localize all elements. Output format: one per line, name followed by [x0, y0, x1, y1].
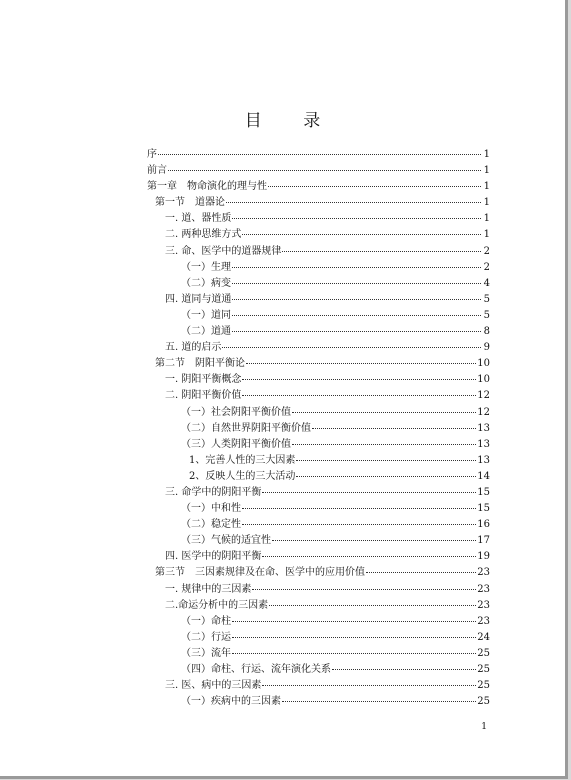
toc-entry-label: 1、完善人性的三大因素 [189, 454, 296, 466]
dot-leader [312, 418, 476, 429]
dot-leader [242, 514, 476, 525]
toc-entry-label: 二. 两种思维方式 [165, 229, 242, 241]
dot-leader [262, 482, 476, 493]
toc-entry-label: 一. 规律中的三因素 [165, 583, 252, 595]
toc-entry-page-number: 12 [477, 390, 490, 402]
toc-entry-label: （一）道同 [181, 309, 231, 321]
dot-leader [232, 257, 481, 268]
toc-entry-page-number: 25 [477, 647, 490, 659]
toc-entry-label: （二）自然世界阴阳平衡价值 [181, 422, 311, 434]
dot-leader [292, 402, 476, 413]
toc-entry-page-number: 25 [477, 696, 490, 708]
toc-entry-page-number: 25 [477, 664, 490, 675]
dot-leader [242, 369, 476, 380]
toc-entry-page-number: 25 [477, 680, 490, 692]
dot-leader [262, 546, 476, 557]
table-of-contents [147, 146, 490, 709]
toc-entry-label: 二. 阴阳平衡价值 [165, 390, 242, 402]
dot-leader [296, 450, 476, 461]
toc-entry-page-number: 2 [483, 261, 490, 273]
toc-entry-page-number: 19 [477, 551, 490, 563]
toc-entry-page-number: 24 [477, 631, 490, 643]
toc-entry[interactable] [147, 693, 490, 709]
dot-leader [269, 595, 476, 606]
dot-leader [232, 305, 481, 316]
toc-entry-page-number: 5 [483, 293, 490, 305]
toc-entry-label: （四）命柱、行运、流年演化关系 [181, 664, 331, 675]
dot-leader [296, 466, 476, 477]
dot-leader [168, 160, 481, 171]
toc-entry-page-number: 1 [483, 229, 490, 241]
toc-entry-label: （三）流年 [181, 647, 231, 659]
page-title: 目 录 [244, 111, 339, 131]
dot-leader [232, 627, 476, 638]
toc-entry-label: （三）气候的适宜性 [181, 535, 271, 547]
toc-entry-page-number: 23 [477, 583, 490, 595]
toc-entry-label: 第一章 物命演化的理与性 [147, 181, 267, 193]
dot-leader [232, 273, 481, 284]
dot-leader [272, 530, 476, 541]
toc-entry-label: （一）命柱 [181, 615, 231, 627]
toc-entry-label: （一）社会阴阳平衡价值 [181, 406, 291, 418]
toc-entry-page-number: 13 [477, 438, 490, 450]
toc-entry-label: 第二节 阴阳平衡论 [155, 358, 245, 370]
dot-leader [232, 611, 476, 622]
toc-entry-label: 三. 医、病中的三因素 [165, 680, 262, 692]
dot-leader [232, 321, 481, 332]
toc-entry-label: 二.命运分析中的三因素 [165, 599, 269, 611]
toc-entry-page-number: 2 [483, 245, 490, 257]
toc-entry-page-number: 10 [477, 358, 490, 370]
toc-entry-label: （二）行运 [181, 631, 231, 643]
toc-entry-label: 前言 [147, 165, 167, 177]
toc-entry-page-number: 23 [477, 567, 490, 579]
toc-entry-label: 序 [147, 149, 157, 160]
toc-entry-label: 五. 道的启示 [165, 342, 222, 354]
toc-entry-page-number: 4 [483, 277, 490, 289]
toc-entry-label: 四. 医学中的阴阳平衡 [165, 551, 262, 563]
toc-entry-label: 三. 命、医学中的道器规律 [165, 245, 282, 257]
toc-entry-label: （二）稳定性 [181, 519, 241, 531]
toc-entry-page-number: 16 [477, 519, 490, 531]
toc-entry-label: 一. 阴阳平衡概念 [165, 374, 242, 386]
toc-entry-page-number: 12 [477, 406, 490, 418]
toc-entry-label: （三）人类阴阳平衡价值 [181, 438, 291, 450]
toc-entry-page-number: 1 [483, 197, 490, 209]
toc-entry-page-number: 1 [483, 165, 490, 177]
dot-leader [226, 192, 481, 203]
dot-leader [232, 289, 481, 300]
toc-entry-page-number: 9 [483, 342, 490, 354]
toc-entry-page-number: 13 [477, 422, 490, 434]
toc-entry-label: 四. 道同与道通 [165, 293, 232, 305]
toc-entry-page-number: 8 [483, 326, 490, 338]
dot-leader [262, 675, 476, 686]
dot-leader [366, 562, 476, 573]
dot-leader [282, 241, 481, 252]
toc-entry-page-number: 23 [477, 599, 490, 611]
toc-entry-label: （二）病变 [181, 277, 231, 289]
dot-leader [242, 385, 476, 396]
dot-leader [282, 691, 476, 702]
toc-entry-label: 第一节 道器论 [155, 197, 225, 209]
toc-entry-page-number: 1 [483, 149, 490, 160]
toc-entry-page-number: 13 [477, 454, 490, 466]
dot-leader [246, 353, 476, 364]
dot-leader [268, 176, 481, 187]
toc-entry-label: 一. 道、器性质 [165, 213, 232, 225]
toc-entry-label: （一）疾病中的三因素 [181, 696, 281, 708]
dot-leader [292, 434, 476, 445]
dot-leader [232, 643, 476, 654]
toc-entry-page-number: 10 [477, 374, 490, 386]
toc-entry-page-number: 1 [483, 181, 490, 193]
dot-leader [242, 224, 481, 235]
toc-entry-label: （一）生理 [181, 261, 231, 273]
toc-entry-page-number: 23 [477, 615, 490, 627]
toc-entry-page-number: 5 [483, 309, 490, 321]
toc-entry-page-number: 1 [483, 213, 490, 225]
toc-entry-label: 第三节 三因素规律及在命、医学中的应用价值 [155, 567, 365, 579]
dot-leader [232, 208, 481, 219]
dot-leader [242, 498, 476, 509]
toc-entry-page-number: 17 [477, 535, 490, 547]
dot-leader [158, 144, 481, 155]
toc-entry-page-number: 15 [477, 486, 490, 498]
toc-entry-label: 2、反映人生的三大活动 [189, 470, 296, 482]
toc-entry-page-number: 14 [477, 470, 490, 482]
toc-entry-page-number: 15 [477, 503, 490, 515]
dot-leader [252, 579, 476, 590]
toc-entry-label: 三. 命学中的阴阳平衡 [165, 486, 262, 498]
page-number: 1 [481, 722, 487, 732]
toc-entry-label: （二）道通 [181, 326, 231, 338]
dot-leader [222, 337, 481, 348]
dot-leader [332, 659, 476, 670]
toc-entry-label: （一）中和性 [181, 503, 241, 515]
